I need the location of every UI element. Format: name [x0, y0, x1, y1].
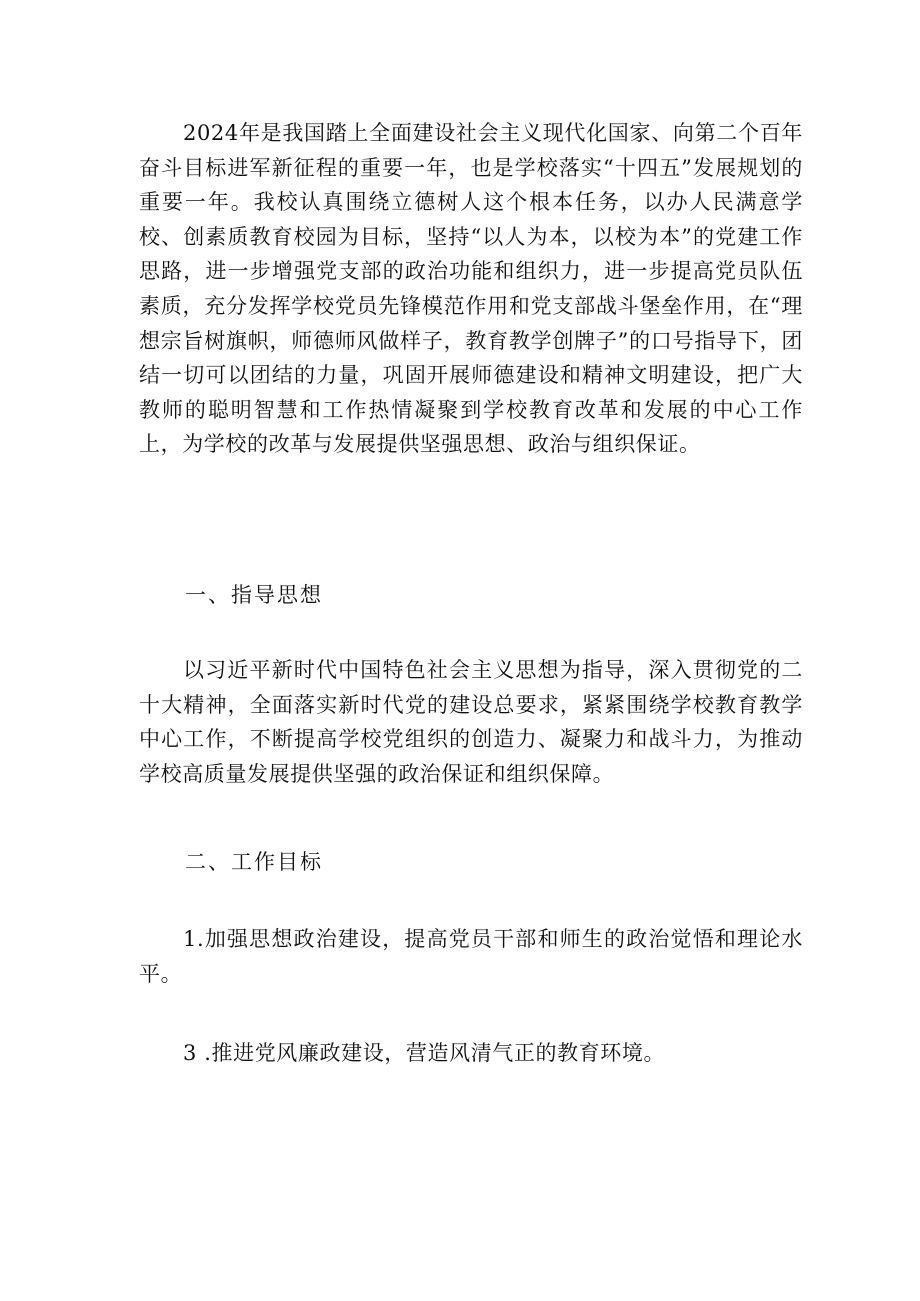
goal-item-3: 3 .推进党风廉政建设，营造风清气正的教育环境。	[183, 1041, 666, 1065]
intro-paragraph: 2024年是我国踏上全面建设社会主义现代化国家、向第二个百年奋斗目标进军新征程的重要一年，也是学校落实“十四五”发展规划的重要一年。我校认真围绕立德树人这个根本任务，以办人民满意学校、创素质教育校园为目标，坚持“以人为本，以校为本”的党建工作思路，进一步增强党支部的政治功能和组织力，进一步提高党员队伍素质，充分发挥学校党员先锋模范作用和党支部战斗堡垒作用，在“理想宗旨树旗帜，师德师风做样子，教育教学创牌子”的口号指导下，团结一切可以团结的力量，巩固开展师德建设和精神文明建设，把广大教师的聪明智慧和工作热情凝聚到学校教育改革和发展的中心工作上，为学校的改革与发展提供坚强思想、政治与组织保证。	[139, 121, 803, 457]
goal-item-1: 1.加强思想政治建设，提高党员干部和师生的政治觉悟和理论水平。	[139, 927, 803, 986]
section-heading-guiding-ideology: 一、指导思想	[185, 583, 323, 607]
section-heading-work-goals: 二、工作目标	[185, 850, 323, 874]
guiding-ideology-paragraph: 以习近平新时代中国特色社会主义思想为指导，深入贯彻党的二十大精神，全面落实新时代党的建设总要求，紧紧围绕学校教育教学中心工作，不断提高学校党组织的创造力、凝聚力和战斗力，为推动学校高质量发展提供坚强的政治保证和组织保障。	[139, 658, 803, 786]
